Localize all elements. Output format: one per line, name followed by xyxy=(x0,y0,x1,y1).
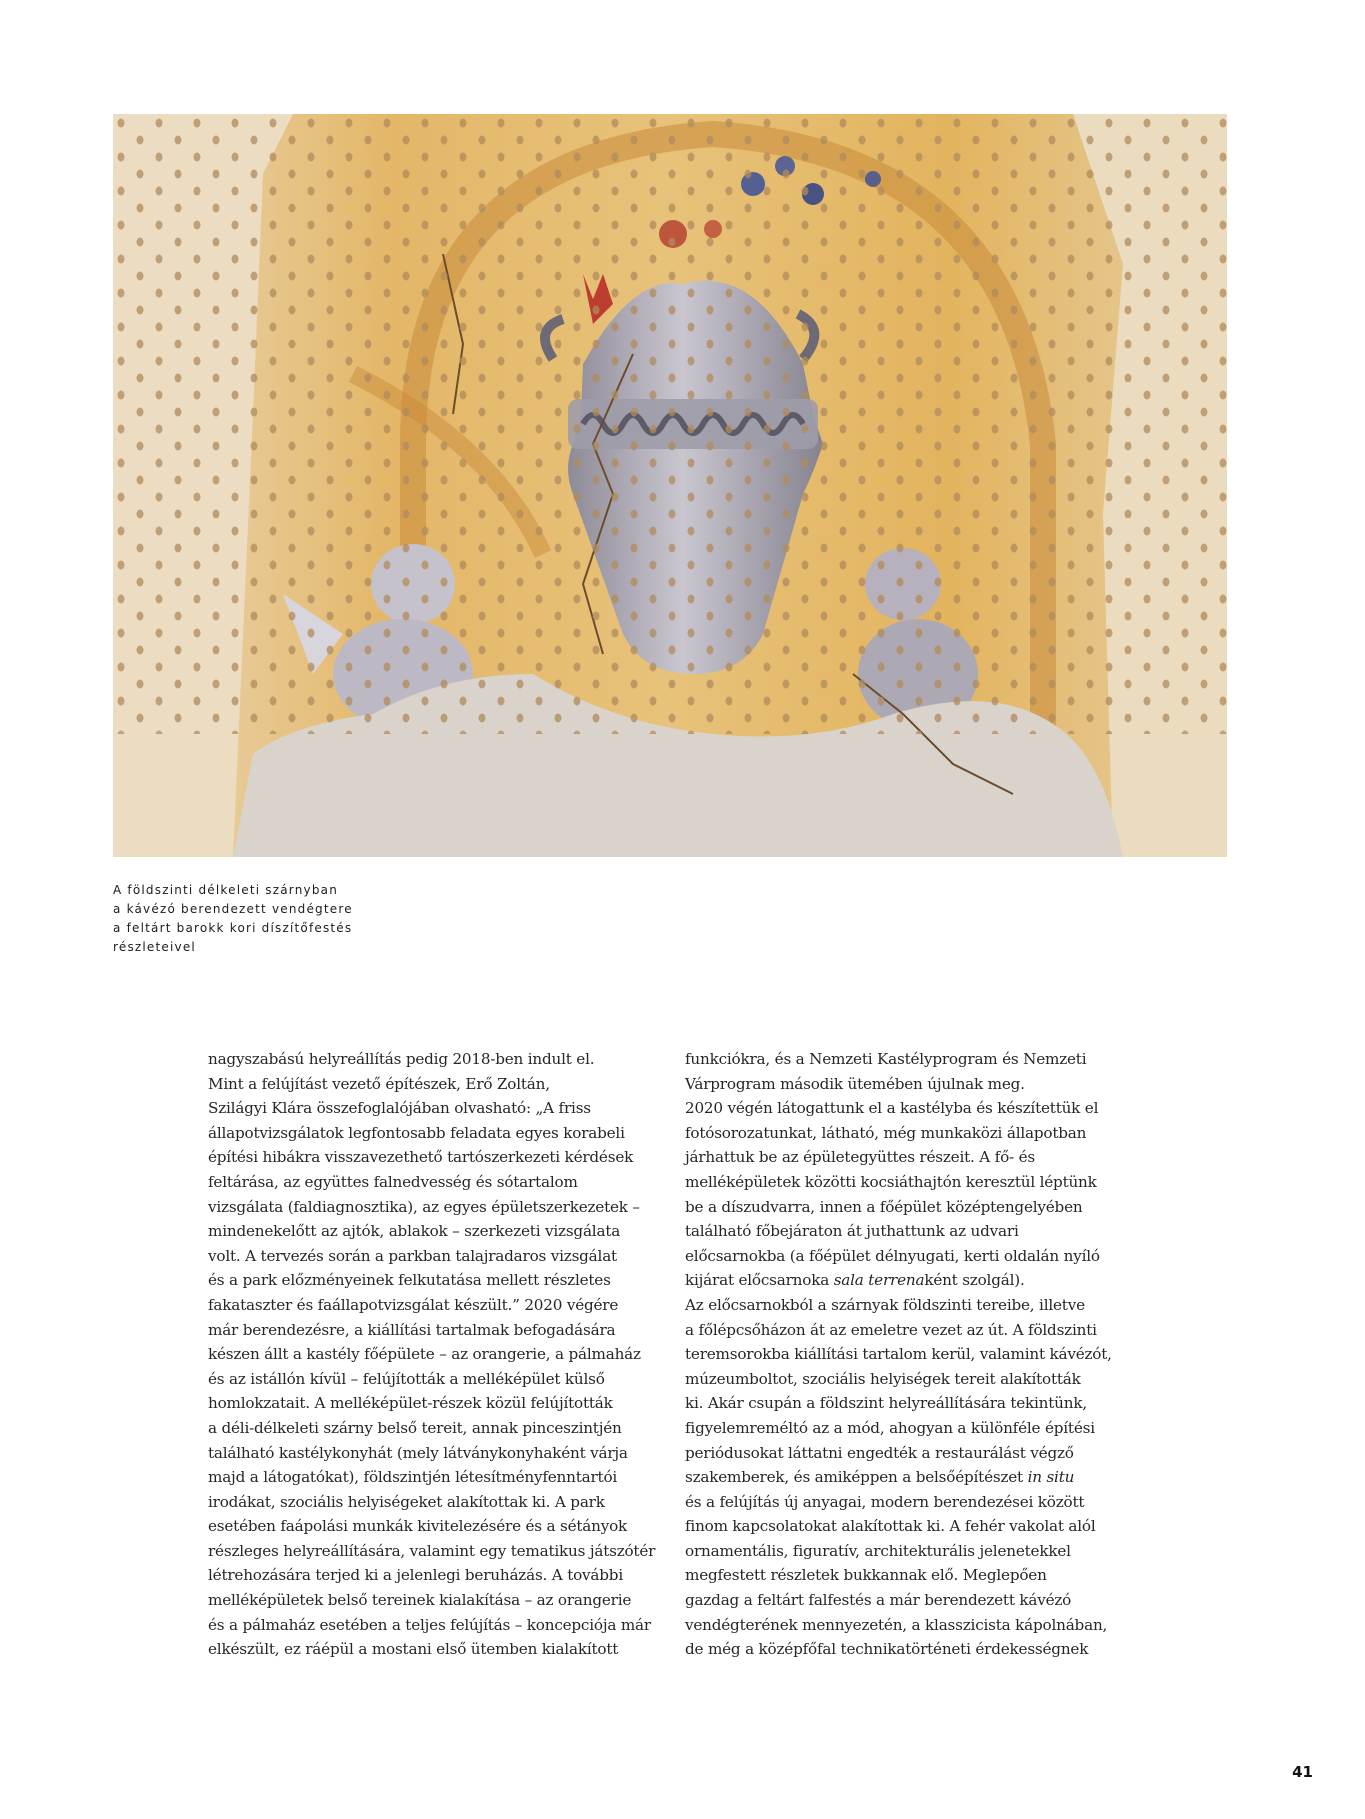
text-line: építési hibákra visszavezethető tartószerkezeti kérdések xyxy=(208,1148,634,1167)
page-number: 41 xyxy=(1292,1763,1313,1781)
caption-line: részleteivel xyxy=(113,940,196,954)
baroque-fresco-photo-icon xyxy=(113,114,1227,857)
text-line: funkciókra, és a Nemzeti Kastélyprogram és Nemzeti xyxy=(685,1050,1087,1068)
text-line: már berendezésre, a kiállítási tartalmak befogadására xyxy=(208,1320,616,1339)
text-line xyxy=(685,1268,1155,1293)
italic-term: in situ xyxy=(1027,1468,1075,1487)
text-line: fakataszter és faállapotvizsgálat készült.” 2020 végére xyxy=(208,1295,619,1314)
text-line: készen állt a kastély főépülete – az orangerie, a pálmaház xyxy=(208,1345,641,1364)
text-line: nagyszabású helyreállítás pedig 2018-ben indult el. xyxy=(208,1050,595,1068)
text-segment: ként szolgál). xyxy=(924,1271,1025,1290)
text-line: ki. Akár csupán a földszint helyreállítására tekintünk, xyxy=(685,1394,1087,1413)
text-line: feltárása, az együttes falnedvesség és sótartalom xyxy=(208,1172,578,1191)
text-line: Szilágyi Klára összefoglalójában olvasható: „A friss xyxy=(208,1099,591,1118)
text-line: esetében faápolási munkák kivitelezésére és a sétányok xyxy=(208,1517,628,1536)
text-line: figyelemreméltó az a mód, ahogyan a különféle építési xyxy=(685,1418,1095,1437)
text-line: járhattuk be az épületegyüttes részeit. A fő- és xyxy=(685,1148,1035,1167)
text-line: volt. A tervezés során a parkban talajradaros vizsgálat xyxy=(208,1246,617,1265)
text-segment: szakemberek, és amiképpen a belsőépítészet xyxy=(685,1468,1028,1487)
text-line: állapotvizsgálatok legfontosabb feladata egyes korabeli xyxy=(208,1123,625,1142)
text-line: Mint a felújítást vezető építészek, Erő Zoltán, xyxy=(208,1074,550,1093)
text-line: múzeumboltot, szociális helyiségek tereit alakították xyxy=(685,1369,1081,1388)
text-line: Várprogram második ütemében újulnak meg. xyxy=(685,1074,1025,1093)
text-line: homlokzatait. A melléképület-részek közül felújították xyxy=(208,1394,613,1413)
text-line: a déli-délkeleti szárny belső tereit, annak pinceszintjén xyxy=(208,1418,622,1437)
text-line: megfestett részletek bukkannak elő. Meglepően xyxy=(685,1566,1047,1585)
italic-term: sala terrena xyxy=(833,1271,925,1290)
text-line: finom kapcsolatokat alakítottak ki. A fehér vakolat alól xyxy=(685,1517,1096,1536)
text-line: periódusokat láttatni engedték a restaurálást végző xyxy=(685,1443,1074,1462)
text-line: vizsgálata (faldiagnosztika), az egyes épületszerkezetek – xyxy=(208,1197,640,1216)
text-line: Az előcsarnokból a szárnyak földszinti tereibe, illetve xyxy=(685,1295,1085,1314)
text-line: és a park előzményeinek felkutatása mellett részletes xyxy=(208,1271,611,1290)
text-line: és a felújítás új anyagai, modern berendezései között xyxy=(685,1492,1085,1511)
text-line: melléképületek közötti kocsiáthajtón keresztül léptünk xyxy=(685,1172,1097,1191)
text-line: található kastélykonyhát (mely látványkonyhaként várja xyxy=(208,1443,628,1462)
text-line: de még a középfőfal technikatörténeti érdekességnek xyxy=(685,1640,1089,1659)
text-line: be a díszudvarra, innen a főépület középtengelyében xyxy=(685,1197,1083,1216)
fresco-photo xyxy=(113,114,1227,857)
text-line: létrehozására terjed ki a jelenlegi beruházás. A további xyxy=(208,1566,623,1585)
article-column-left xyxy=(208,1047,678,1662)
text-segment: kijárat előcsarnoka xyxy=(685,1271,834,1290)
text-line: előcsarnokba (a főépület délnyugati, kerti oldalán nyíló xyxy=(685,1246,1100,1265)
text-line: melléképületek belső tereinek kialakítása – az orangerie xyxy=(208,1591,632,1610)
text-line: található főbejáraton át juthattunk az udvari xyxy=(685,1222,1019,1241)
text-line: elkészült, ez ráépül a mostani első ütemben kialakított xyxy=(208,1640,619,1659)
text-line: irodákat, szociális helyiségeket alakítottak ki. A park xyxy=(208,1492,605,1511)
article-column-right xyxy=(685,1047,1155,1662)
text-line: 2020 végén látogattunk el a kastélyba és készítettük el xyxy=(685,1099,1099,1118)
text-line: vendégterének mennyezetén, a klasszicista kápolnában, xyxy=(685,1615,1108,1634)
caption-line: A földszinti délkeleti szárnyban xyxy=(113,883,339,897)
text-line: ornamentális, figuratív, architekturális jelenetekkel xyxy=(685,1541,1071,1560)
text-line xyxy=(685,1465,1155,1490)
caption-line: a kávézó berendezett vendégtere xyxy=(113,902,353,916)
text-line: majd a látogatókat), földszintjén létesítményfenntartói xyxy=(208,1468,618,1487)
text-line: és a pálmaház esetében a teljes felújítás – koncepciója már xyxy=(208,1615,651,1634)
text-line: a főlépcsőházon át az emeletre vezet az út. A földszinti xyxy=(685,1320,1097,1339)
text-line: és az istállón kívül – felújították a melléképület külső xyxy=(208,1369,605,1388)
text-line: részleges helyreállítására, valamint egy tematikus játszótér xyxy=(208,1541,656,1560)
text-line: gazdag a feltárt falfestés a már berendezett kávézó xyxy=(685,1591,1072,1610)
caption-line: a feltárt barokk kori díszítőfestés xyxy=(113,921,353,935)
photo-caption xyxy=(113,881,413,957)
text-line: fotósorozatunkat, látható, még munkaközi állapotban xyxy=(685,1123,1087,1142)
text-line: mindenekelőtt az ajtók, ablakok – szerkezeti vizsgálata xyxy=(208,1222,621,1241)
text-line: teremsorokba kiállítási tartalom kerül, valamint kávézót, xyxy=(685,1345,1112,1364)
